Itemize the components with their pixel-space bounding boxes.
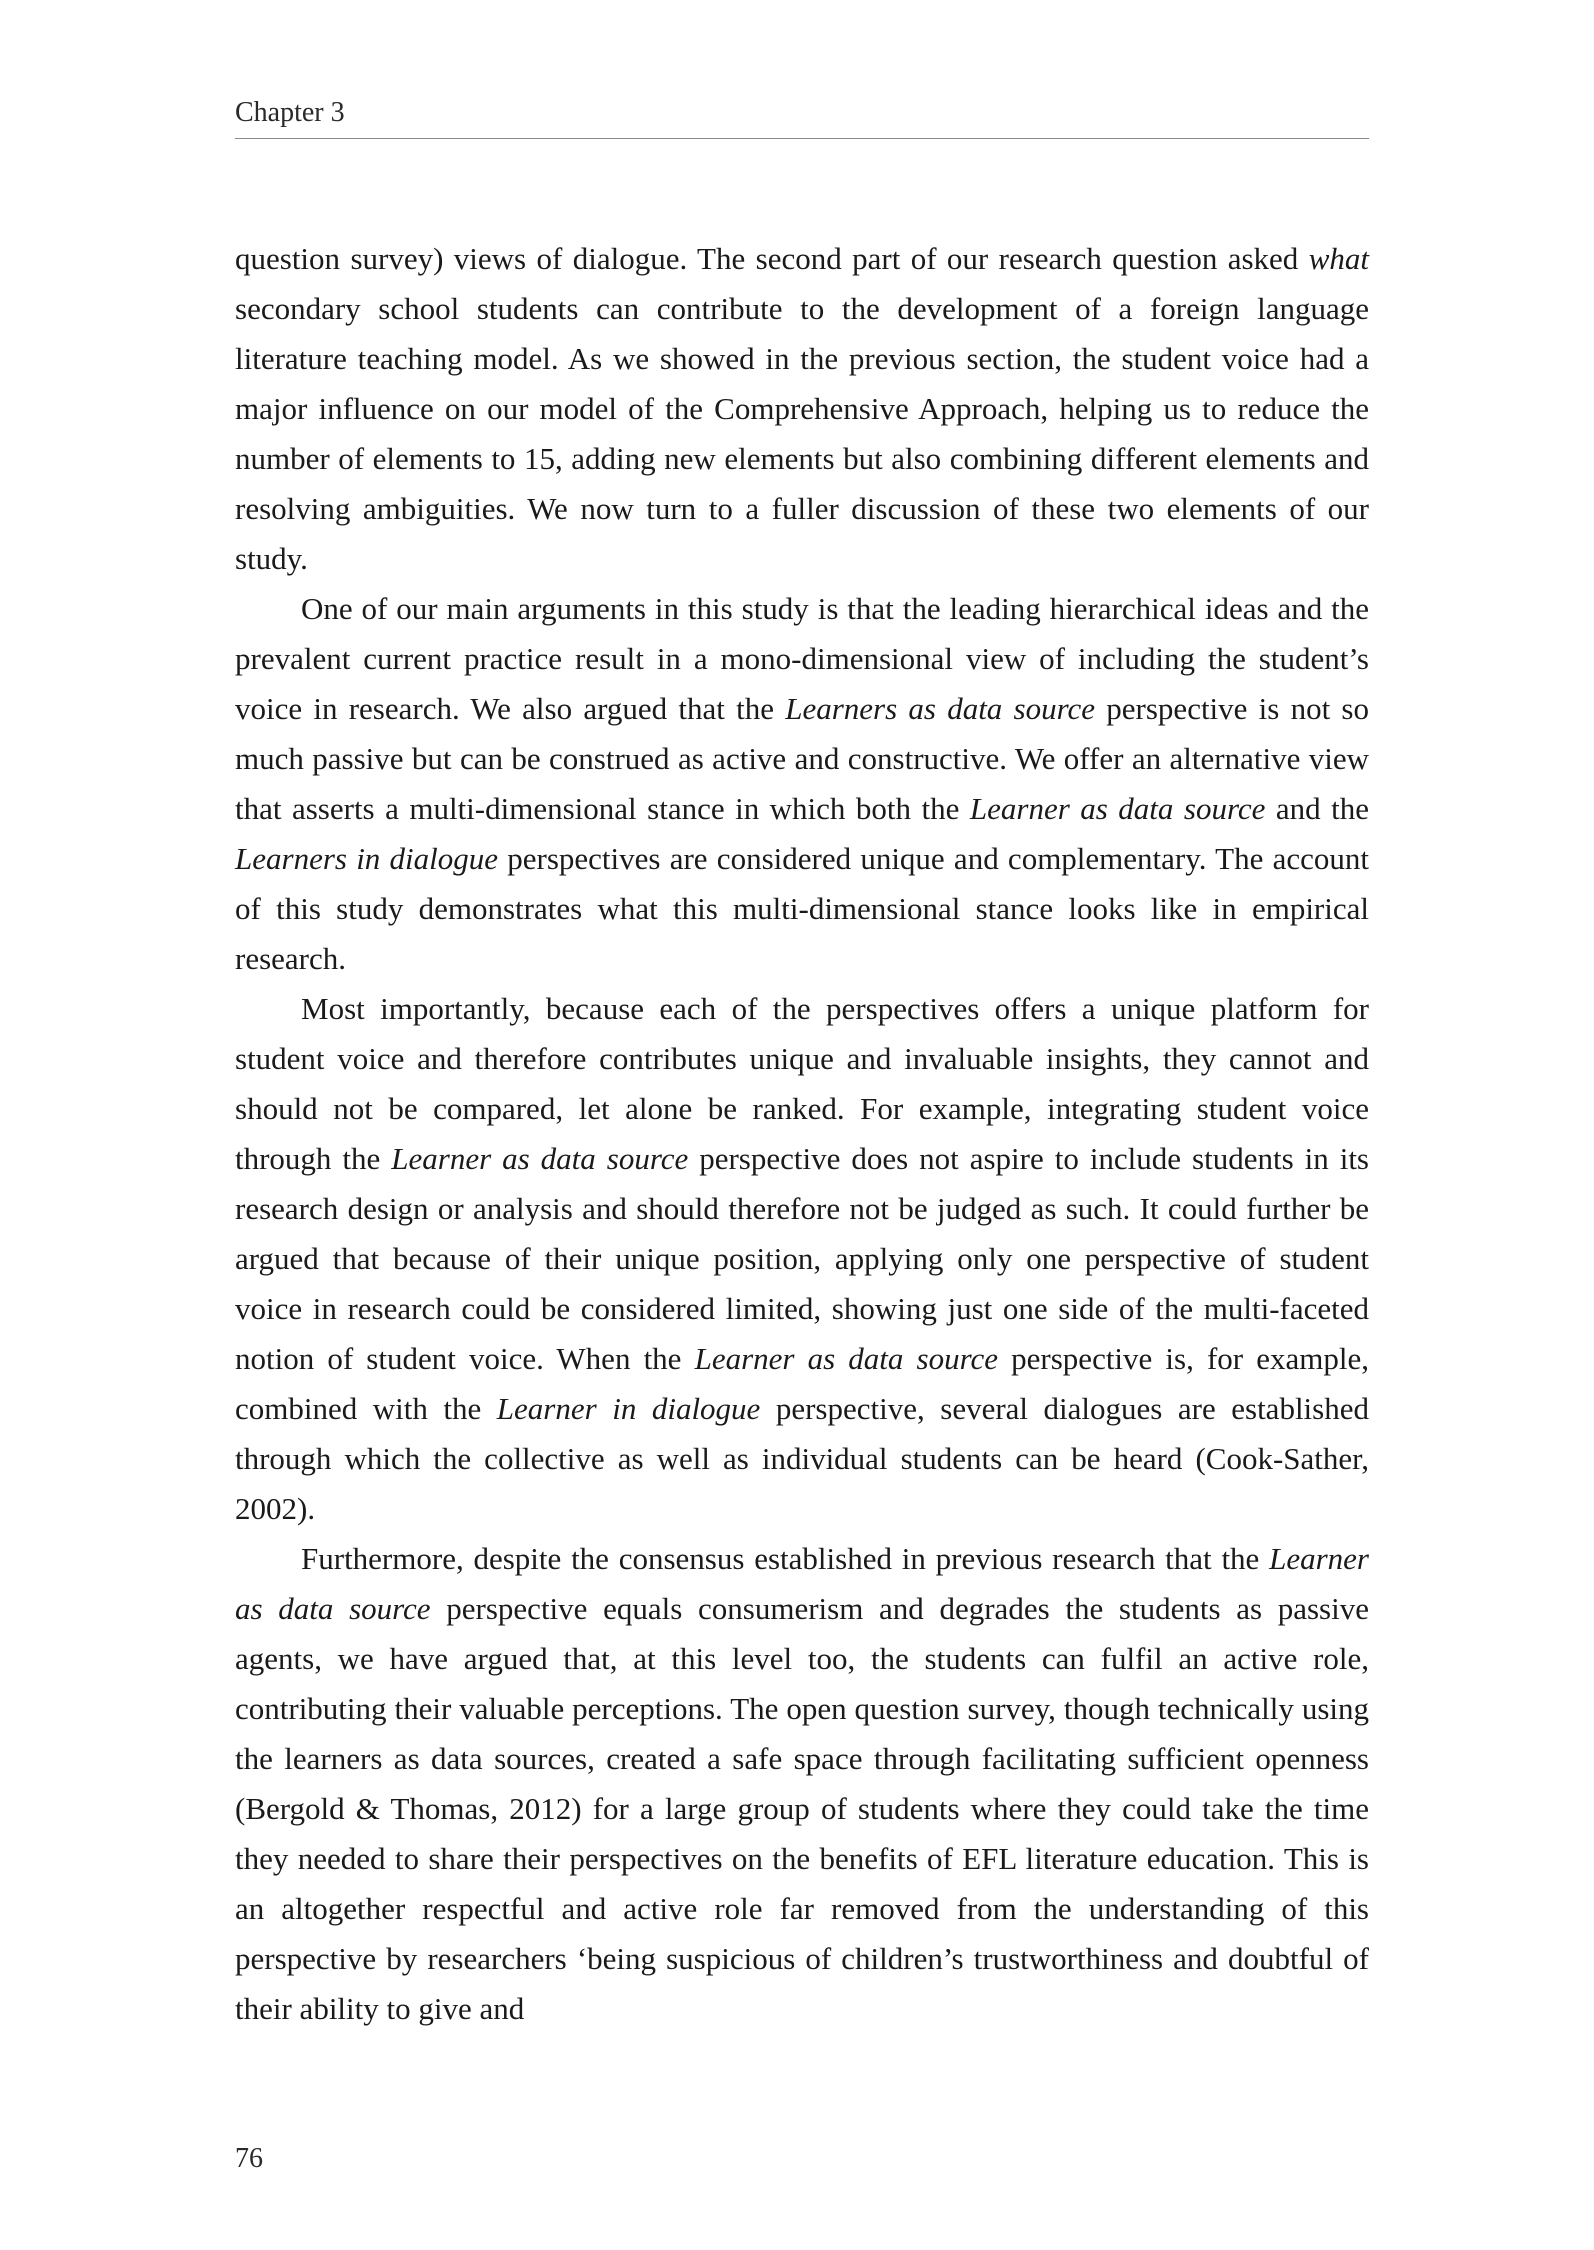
text-run: Furthermore, despite the consensus established in previous research that the — [301, 1541, 1270, 1576]
italic-term: Learner as data source — [969, 791, 1266, 826]
italic-term: Learner in dialogue — [496, 1391, 761, 1426]
paragraph-2 — [235, 584, 1369, 984]
italic-term: what — [1308, 241, 1369, 276]
paragraph-3 — [235, 984, 1369, 1534]
text-run: perspective is, for example, combined with the — [235, 1341, 1370, 1426]
paragraph-4 — [235, 1534, 1369, 2034]
italic-term: Learner as data source — [391, 1141, 689, 1176]
text-run: secondary school students can contribute to the development of a foreign language literature teaching model. As we showed in the previous section, the student voice had a major influence on our model of the Comprehensive Approach, helping us to reduce the number of elements to 15, adding new elements but also combining different elements and resolving ambiguities. We now turn to a fuller discussion of these two elements of our study. — [235, 291, 1369, 576]
text-run: question survey) views of dialogue. The second part of our research question asked — [235, 241, 1309, 276]
running-header — [235, 90, 1369, 139]
paragraph-1 — [235, 234, 1369, 584]
text-run: perspective, several dialogues are established through which the collective as well as individual students can be heard (Cook-Sather, 2002). — [235, 1391, 1369, 1526]
text-run: and the — [1265, 791, 1369, 826]
italic-term: Learner as data source — [694, 1341, 999, 1376]
text-run: One of our main arguments in this study is that the leading hierarchical ideas and the prevalent current practice result in a mono-dimensional view of including the student’s voice in research. We also argued that the — [235, 591, 1369, 726]
text-run: perspective equals consumerism and degrades the students as passive agents, we have argued that, at this level too, the students can fulfil an active role, contributing their valuable perceptions. The open question survey, though technically using the learners as data sources, created a safe space through facilitating sufficient openness (Bergold & Thomas, 2012) for a large group of students where they could take the time they needed to share their perspectives on the benefits of EFL literature education. This is an altogether respectful and active role far removed from the understanding of this perspective by researchers ‘being suspicious of children’s trustworthiness and doubtful of their ability to give and — [235, 1591, 1369, 2026]
italic-term: Learners as data source — [785, 691, 1096, 726]
text-run: Most importantly, because each of the perspectives offers a unique platform for student voice and therefore contributes unique and invaluable insights, they cannot and should not be compared, let alone be ranked. For example, integrating student voice through the — [235, 991, 1369, 1176]
chapter-title: Chapter 3 — [235, 97, 345, 128]
text-run: perspective does not aspire to include students in its research design or analysis and should therefore not be judged as such. It could further be argued that because of their unique position, applying only one perspective of student voice in research could be considered limited, showing just one side of the multi-faceted notion of student voice. When the — [235, 1141, 1369, 1376]
text-run: perspective is not so much passive but can be construed as active and constructive. We offer an alternative view that asserts a multi-dimensional stance in which both the — [235, 691, 1370, 826]
italic-term: Learners in dialogue — [235, 841, 499, 876]
body-text — [235, 234, 1369, 2034]
italic-term: Learner as data source — [235, 1541, 1369, 1626]
page-number: 76 — [235, 2143, 263, 2174]
text-run: perspectives are considered unique and complementary. The account of this study demonstrates what this multi-dimensional stance looks like in empirical research. — [235, 841, 1369, 976]
